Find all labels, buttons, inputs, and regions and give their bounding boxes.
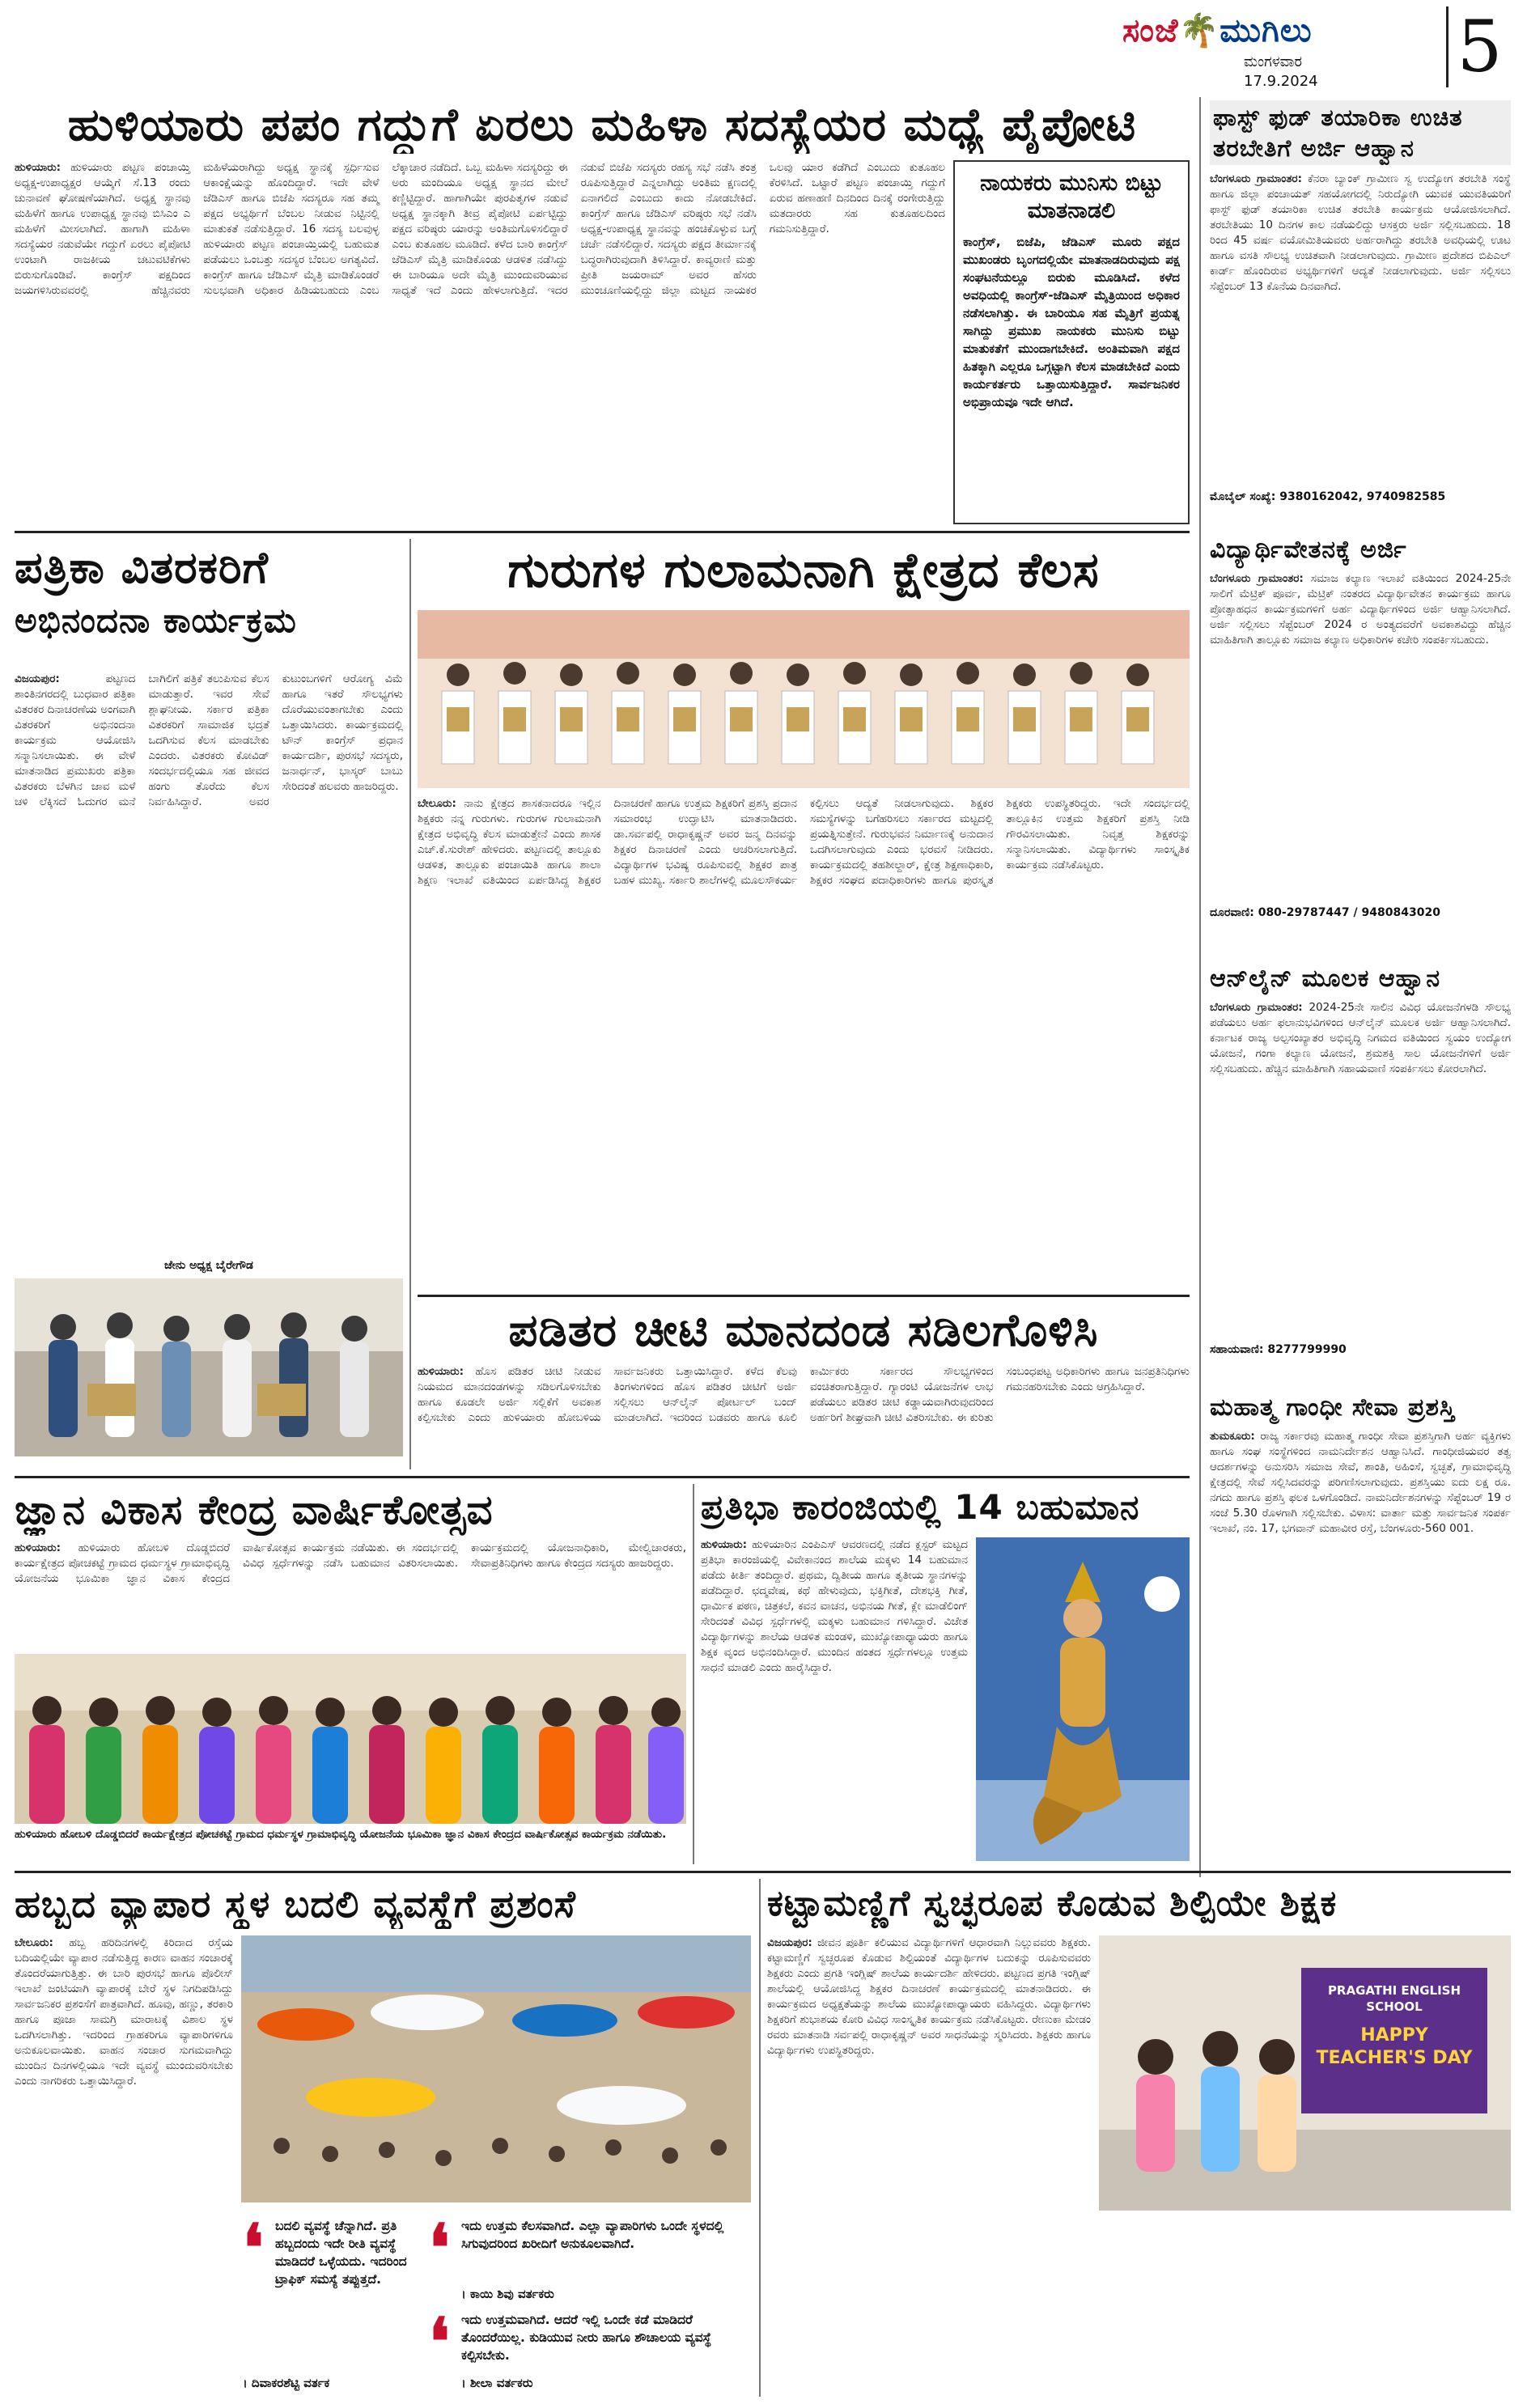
article-10-text: ಹುಳಿಯಾರಿನ ಎಂಪಿಎಸ್ ಆವರಣದಲ್ಲಿ ನಡೆದ ಕ್ಲಸ್ಟರ್ ಮಟ್ಟದ ಪ್ರತಿಭಾ ಕಾರಂಜಿಯಲ್ಲಿ ವಿವೇಕಾನಂದ ಶಾಲೆಯ ಮಕ್ಕಳು 14 ಬಹುಮಾನ ಪಡೆದು ಕೀರ್ತಿ ತಂದಿದ್ದಾರೆ. ಪ್ರಥಮ, ದ್ವಿತೀಯ ಹಾಗೂ ತೃತೀಯ ಸ್ಥಾನಗಳನ್ನು ಪಡೆದಿದ್ದಾರೆ. ಛದ್ಮವೇಷ, ಕಥೆ ಹೇಳುವುದು, ಭಕ್ತಿಗೀತೆ, ದೇಶಭಕ್ತಿ ಗೀತೆ, ಧಾರ್ಮಿಕ ಪಠಣ, ಚಿತ್ರಕಲೆ, ಕವನ ವಾಚನ, ಅಭಿನಯ ಗೀತೆ, ಕ್ಲೇ ಮಾಡೆಲಿಂಗ್ ಸೇರಿದಂತೆ ವಿವಿಧ ಸ್ಪರ್ಧೆಗಳಲ್ಲಿ ಮಕ್ಕಳು ಬಹುಮಾನ ಗಳಿಸಿದ್ದಾರೆ. ವಿಜೇತ ವಿದ್ಯಾರ್ಥಿಗಳನ್ನು ಶಾಲೆಯ ಆಡಳಿತ ಮಂಡಳಿ, ಮುಖ್ಯೋಪಾಧ್ಯಾಯರು ಹಾಗೂ ಶಿಕ್ಷಕ ವೃಂದ ಅಭಿನಂದಿಸಿದ್ದಾರೆ. ಮುಂದಿನ ಹಂತದ ಸ್ಪರ್ಧೆಗಳಲ್ಲೂ ಉತ್ತಮ ಸಾಧನೆ ಮಾಡಲಿ ಎಂದು ಹಾರೈಸಿದ್ದಾರೆ. — [701, 1538, 968, 1674]
article-2-dateline: ಬೆಂಗಳೂರು ಗ್ರಾಮಾಂತರ: — [1210, 172, 1302, 185]
divider — [418, 1295, 1190, 1297]
article-9-dateline: ಹುಳಿಯಾರು: — [15, 1541, 62, 1554]
palm-icon: 🌴 — [1178, 12, 1220, 49]
article-6-caption: ಜೇನು ಅಧ್ಯಕ್ಷ ಬೈರೇಗೌಡ — [164, 1259, 253, 1272]
article-9-headline-box — [15, 1484, 686, 1536]
article-1-sidebar — [953, 160, 1190, 524]
krishna-costume-photo-art — [976, 1537, 1190, 1861]
quote-icon: ❛ — [243, 2210, 264, 2286]
article-8-headline: ಪಡಿತರ ಚೀಟಿ ಮಾನದಂಡ ಸಡಿಲಗೊಳಿಸಿ — [508, 1304, 1099, 1357]
knowledge-centre-photo-art — [15, 1654, 686, 1824]
logo-part-a: ಸಂಜೆ — [1122, 12, 1179, 49]
market-photo — [241, 1935, 751, 2202]
article-12-body-continued — [1099, 2219, 1511, 2397]
article-2-headline: ಫಾಸ್ಟ್ ಫುಡ್ ತಯಾರಿಕಾ ಉಚಿತ ತರಬೇತಿಗೆ ಅರ್ಜಿ ಆಹ್ವಾನ — [1210, 100, 1511, 165]
article-8-headline-box — [418, 1303, 1190, 1359]
article-10-headline: ಪ್ರತಿಭಾ ಕಾರಂಜಿಯಲ್ಲಿ 14 ಬಹುಮಾನ — [701, 1487, 1140, 1527]
masthead-logo — [1122, 11, 1313, 49]
quote-2-byline: । ಕಾಯಿ ಶಿವು ವರ್ತಕರು — [461, 2287, 554, 2301]
article-8-text: ಹೊಸ ಪಡಿತರ ಚೀಟಿ ನೀಡುವ ನಿಯಮದ ಮಾನದಂಡಗಳನ್ನು ಸಡಿಲಗೊಳಿಸಬೇಕು ಹಾಗೂ ಕೂಡಲೇ ಅರ್ಜಿ ಸಲ್ಲಿಕೆಗೆ ಅವಕಾಶ ಕಲ್ಪಿಸಬೇಕು ಎಂದು ಹುಳಿಯಾರು ಹೋಬಳಿಯ ಸಾರ್ವಜನಿಕರು ಒತ್ತಾಯಿಸಿದ್ದಾರೆ. ಕಳೆದ ಕೆಲವು ತಿಂಗಳುಗಳಿಂದ ಹೊಸ ಪಡಿತರ ಚೀಟಿಗೆ ಅರ್ಜಿ ಸಲ್ಲಿಸಲು ಆನ್‌ಲೈನ್ ಪೋರ್ಟಲ್ ಬಂದ್ ಮಾಡಲಾಗಿದೆ. ಇದರಿಂದ ಬಡವರು ಹಾಗೂ ಕೂಲಿ ಕಾರ್ಮಿಕರು ಸರ್ಕಾರದ ಸೌಲಭ್ಯಗಳಿಂದ ವಂಚಿತರಾಗುತ್ತಿದ್ದಾರೆ. ಗ್ಯಾರಂಟಿ ಯೋಜನೆಗಳ ಲಾಭ ಪಡೆಯಲು ಪಡಿತರ ಚೀಟಿ ಕಡ್ಡಾಯವಾಗಿರುವುದರಿಂದ ಅರ್ಹರಿಗೆ ಶೀಘ್ರವಾಗಿ ಚೀಟಿ ವಿತರಿಸಬೇಕು. ಈ ಕುರಿತು ಸಂಬಂಧಪಟ್ಟ ಅಧಿಕಾರಿಗಳು ಹಾಗೂ ಜನಪ್ರತಿನಿಧಿಗಳು ಗಮನಹರಿಸಬೇಕು ಎಂದು ಆಗ್ರಹಿಸಿದ್ದಾರೆ. — [418, 1365, 1190, 1424]
quote-icon: ❛ — [429, 2210, 450, 2286]
article-4-body — [1210, 1000, 1511, 1340]
article-12-body — [767, 1935, 1091, 2397]
article-10-body — [701, 1537, 968, 1861]
school-teachers-day-photo — [1099, 1935, 1511, 2211]
article-1-headline-box — [15, 97, 1190, 154]
article-9-headline: ಜ್ಞಾನ ವಿಕಾಸ ಕೇಂದ್ರ ವಾರ್ಷಿಕೋತ್ಸವ — [15, 1486, 494, 1533]
sidebar-heading: ನಾಯಕರು ಮುನಿಸು ಬಿಟ್ಟು ಮಾತನಾಡಲಿ — [980, 171, 1163, 223]
banner-school-name: PRAGATHI ENGLISH SCHOOL — [1327, 1983, 1461, 2014]
article-9-text: ಹುಳಿಯಾರು ಹೋಬಳಿ ದೊಡ್ಡಬಿದರೆ ಕಾರ್ಯಕ್ಷೇತ್ರದ ಪೋಚಕಟ್ಟೆ ಗ್ರಾಮದ ಧರ್ಮಸ್ಥಳ ಗ್ರಾಮಾಭಿವೃದ್ಧಿ ಯೋಜನೆಯ ಭೂಮಿಕಾ ಜ್ಞಾನ ವಿಕಾಸ ಕೇಂದ್ರದ ವಾರ್ಷಿಕೋತ್ಸವ ಕಾರ್ಯಕ್ರಮ ನಡೆಯಿತು. ಈ ಸಂದರ್ಭದಲ್ಲಿ ವಿವಿಧ ಸ್ಪರ್ಧೆಗಳನ್ನು ನಡೆಸಿ ಬಹುಮಾನ ವಿತರಿಸಲಾಯಿತು. ಕಾರ್ಯಕ್ರಮದಲ್ಲಿ ಯೋಜನಾಧಿಕಾರಿ, ಮೇಲ್ವಿಚಾರಕರು, ಸೇವಾಪ್ರತಿನಿಧಿಗಳು ಹಾಗೂ ಕೇಂದ್ರದ ಸದಸ್ಯರು ಹಾಜರಿದ್ದರು. — [15, 1541, 686, 1585]
article-10-dateline: ಹುಳಿಯಾರು: — [701, 1538, 748, 1551]
divider — [15, 1476, 1190, 1478]
krishna-costume-photo — [976, 1537, 1190, 1861]
article-3-contact: ದೂರವಾಣಿ: 080-29787447 / 9480843020 — [1210, 906, 1440, 919]
column-divider — [693, 1484, 694, 1864]
divider — [15, 531, 1190, 533]
page-number: 5 — [1446, 6, 1511, 87]
market-photo-art — [241, 1935, 751, 2202]
article-4-headline: ಆನ್‌ಲೈನ್ ಮೂಲಕ ಆಹ್ವಾನ — [1210, 964, 1441, 993]
teachers-day-photo-art — [418, 610, 1190, 788]
logo-part-b: ಮುಗಿಲು — [1219, 12, 1313, 49]
column-divider — [1199, 97, 1201, 1877]
article-6-headline-1: ಪತ್ರಿಕಾ ವಿತರಕರಿಗೆ — [15, 542, 269, 593]
article-5-body — [1210, 1429, 1511, 1850]
column-divider — [759, 1879, 761, 2397]
article-9-body — [15, 1541, 686, 1647]
article-1-headline: ಹುಳಿಯಾರು ಪಪಂ ಗದ್ದುಗೆ ಏರಲು ಮಹಿಳಾ ಸದಸ್ಯೆಯರ ಮಧ್ಯೆ ಪೈಪೋಟಿ — [67, 99, 1137, 151]
masthead-date: 17.9.2024 — [1244, 73, 1318, 90]
column-divider — [409, 539, 411, 1469]
school-teachers-day-photo-art — [1099, 1935, 1511, 2211]
article-1-dateline: ಹುಳಿಯಾರು: — [15, 161, 62, 174]
article-7-text: ನಾನು ಕ್ಷೇತ್ರದ ಶಾಸಕನಾದರೂ ಇಲ್ಲಿನ ಶಿಕ್ಷಕರು ನನ್ನ ಗುರುಗಳು. ಗುರುಗಳ ಗುಲಾಮನಾಗಿ ಕ್ಷೇತ್ರದ ಅಭಿವೃದ್ಧಿ ಕೆಲಸ ಮಾಡುತ್ತೇನೆ ಎಂದು ಶಾಸಕ ಎಚ್.ಕೆ.ಸುರೇಶ್ ಹೇಳಿದರು. ಪಟ್ಟಣದಲ್ಲಿ ತಾಲ್ಲೂಕು ಆಡಳಿತ, ತಾಲ್ಲೂಕು ಪಂಚಾಯಿತಿ ಹಾಗೂ ಶಾಲಾ ಶಿಕ್ಷಣ ಇಲಾಖೆ ವತಿಯಿಂದ ಏರ್ಪಡಿಸಿದ್ದ ಶಿಕ್ಷಕರ ದಿನಾಚರಣೆ ಹಾಗೂ ಉತ್ತಮ ಶಿಕ್ಷಕರಿಗೆ ಪ್ರಶಸ್ತಿ ಪ್ರದಾನ ಸಮಾರಂಭ ಉದ್ಘಾಟಿಸಿ ಮಾತನಾಡಿದರು. ಡಾ.ಸರ್ವಪಲ್ಲಿ ರಾಧಾಕೃಷ್ಣನ್ ಅವರ ಜನ್ಮ ದಿನವನ್ನು ಶಿಕ್ಷಕರ ದಿನಾಚರಣೆ ಎಂದು ಆಚರಿಸಲಾಗುತ್ತಿದೆ. ವಿದ್ಯಾರ್ಥಿಗಳ ಭವಿಷ್ಯ ರೂಪಿಸುವಲ್ಲಿ ಶಿಕ್ಷಕರ ಪಾತ್ರ ಬಹಳ ಮುಖ್ಯ. ಸರ್ಕಾರಿ ಶಾಲೆಗಳಲ್ಲಿ ಮೂಲಸೌಕರ್ಯ ಕಲ್ಪಿಸಲು ಆದ್ಯತೆ ನೀಡಲಾಗುವುದು. ಶಿಕ್ಷಕರ ಸಮಸ್ಯೆಗಳನ್ನು ಬಗೆಹರಿಸಲು ಸರ್ಕಾರದ ಮಟ್ಟದಲ್ಲಿ ಪ್ರಯತ್ನಿಸುತ್ತೇನೆ. ಗುರುಭವನ ನಿರ್ಮಾಣಕ್ಕೆ ಅನುದಾನ ಒದಗಿಸಲಾಗುವುದು ಎಂದು ಭರವಸೆ ನೀಡಿದರು. ಕಾರ್ಯಕ್ರಮದಲ್ಲಿ ತಹಶೀಲ್ದಾರ್, ಕ್ಷೇತ್ರ ಶಿಕ್ಷಣಾಧಿಕಾರಿ, ಶಿಕ್ಷಕರ ಸಂಘದ ಪದಾಧಿಕಾರಿಗಳು ಹಾಗೂ ಪುರಸ್ಕೃತ ಶಿಕ್ಷಕರು ಉಪಸ್ಥಿತರಿದ್ದರು. ಇದೇ ಸಂದರ್ಭದಲ್ಲಿ ತಾಲ್ಲೂಕಿನ ಉತ್ತಮ ಶಿಕ್ಷಕರಿಗೆ ಪ್ರಶಸ್ತಿ ನೀಡಿ ಗೌರವಿಸಲಾಯಿತು. ನಿವೃತ್ತ ಶಿಕ್ಷಕರನ್ನು ಸನ್ಮಾನಿಸಲಾಯಿತು. ವಿದ್ಯಾರ್ಥಿಗಳು ಸಾಂಸ್ಕೃತಿಕ ಕಾರ್ಯಕ್ರಮ ನಡೆಸಿಕೊಟ್ಟರು. — [418, 797, 1190, 887]
article-6-text: ಪಟ್ಟಣದ ಶಾಂತಿನಗರದಲ್ಲಿ ಬುಧವಾರ ಪತ್ರಿಕಾ ವಿತರಕರ ದಿನಾಚರಣೆಯ ಅಂಗವಾಗಿ ವಿತರಕರಿಗೆ ಅಭಿನಂದನಾ ಕಾರ್ಯಕ್ರಮ ಆಯೋಜಿಸಿ ಸನ್ಮಾನಿಸಲಾಯಿತು. ಈ ವೇಳೆ ಮಾತನಾಡಿದ ಪ್ರಮುಖರು ಪತ್ರಿಕಾ ವಿತರಕರು ಬೆಳಗಿನ ಜಾವ ಮಳೆ ಚಳಿ ಲೆಕ್ಕಿಸದೆ ಓದುಗರ ಮನೆ ಬಾಗಿಲಿಗೆ ಪತ್ರಿಕೆ ತಲುಪಿಸುವ ಕೆಲಸ ಮಾಡುತ್ತಾರೆ. ಇವರ ಸೇವೆ ಶ್ಲಾಘನೀಯ. ಸರ್ಕಾರ ಪತ್ರಿಕಾ ವಿತರಕರಿಗೆ ಸಾಮಾಜಿಕ ಭದ್ರತೆ ಒದಗಿಸುವ ಕೆಲಸ ಮಾಡಬೇಕು ಎಂದರು. ವಿತರಕರು ಕೋವಿಡ್ ಸಂದರ್ಭದಲ್ಲಿಯೂ ಸಹ ಜೀವದ ಹಂಗು ತೊರೆದು ಕೆಲಸ ನಿರ್ವಹಿಸಿದ್ದಾರೆ. ಅವರ ಕುಟುಂಬಗಳಿಗೆ ಆರೋಗ್ಯ ವಿಮೆ ಹಾಗೂ ಇತರೆ ಸೌಲಭ್ಯಗಳು ದೊರೆಯುವಂತಾಗಬೇಕು ಎಂದು ಒತ್ತಾಯಿಸಿದರು. ಕಾರ್ಯಕ್ರಮದಲ್ಲಿ ಟೌನ್ ಕಾಂಗ್ರೆಸ್ ಪ್ರಧಾನ ಕಾರ್ಯದರ್ಶಿ, ಪುರಸಭೆ ಸದಸ್ಯರು, ಜನಾರ್ಧನ್, ಭಾಸ್ಕರ್ ಬಾಬು ಸೇರಿದಂತೆ ಹಲವರು ಹಾಜರಿದ್ದರು. — [15, 672, 403, 808]
quote-1-text: ಬದಲಿ ವ್ಯವಸ್ಥೆ ಚೆನ್ನಾಗಿದೆ. ಪ್ರತಿ ಹಬ್ಬದಂದು ಇದೇ ರೀತಿ ವ್ಯವಸ್ಥೆ ಮಾಡಿದರೆ ಒಳ್ಳೆಯದು. ಇದರಿಂದ ಟ್ರಾಫಿಕ್ ಸಮಸ್ಯೆ ತಪ್ಪುತ್ತದೆ. — [275, 2219, 407, 2287]
masthead-day: ಮಂಗಳವಾರ — [1244, 53, 1303, 70]
article-7-headline: ಗುರುಗಳ ಗುಲಾಮನಾಗಿ ಕ್ಷೇತ್ರದ ಕೆಲಸ — [507, 542, 1100, 599]
article-11-headline-box — [15, 1879, 751, 1931]
article-9-caption: ಹುಳಿಯಾರು ಹೋಬಳಿ ದೊಡ್ಡಬಿದರೆ ಕಾರ್ಯಕ್ಷೇತ್ರದ ಪೋಚಕಟ್ಟೆ ಗ್ರಾಮದ ಧರ್ಮಸ್ಥಳ ಗ್ರಾಮಾಭಿವೃದ್ಧಿ ಯೋಜನೆಯ ಭೂಮಿಕಾ ಜ್ಞಾನ ವಿಕಾಸ ಕೇಂದ್ರದ ವಾರ್ಷಿಕೋತ್ಸವ ಕಾರ್ಯಕ್ರಮ ನಡೆಯಿತು. — [15, 1828, 667, 1841]
article-6-headline-box — [15, 539, 403, 668]
divider — [15, 1871, 1511, 1873]
article-7-body — [418, 796, 1190, 1290]
quote-3-text: ಇದು ಉತ್ತಮವಾಗಿದೆ. ಆದರೆ ಇಲ್ಲಿ ಒಂದೇ ಕಡೆ ಮಾಡಿದರೆ ತೊಂದರೆಯಿಲ್ಲ. ಕುಡಿಯುವ ನೀರು ಹಾಗೂ ಶೌಚಾಲಯ ವ್ಯವಸ್ಥೆ ಕಲ್ಪಿಸಬೇಕು. — [461, 2313, 712, 2363]
article-11-dateline: ಬೇಲೂರು: — [15, 1936, 53, 1949]
article-11-text: ಹಬ್ಬ ಹರಿದಿನಗಳಲ್ಲಿ ಕಿರಿದಾದ ರಸ್ತೆಯ ಬದಿಯಲ್ಲಿಯೇ ವ್ಯಾಪಾರ ನಡೆಸುತ್ತಿದ್ದ ಕಾರಣ ವಾಹನ ಸಂಚಾರಕ್ಕೆ ತೊಂದರೆಯಾಗುತ್ತಿತ್ತು. ಈ ಬಾರಿ ಪುರಸಭೆ ಹಾಗೂ ಪೊಲೀಸ್ ಇಲಾಖೆ ಜಂಟಿಯಾಗಿ ವ್ಯಾಪಾರಕ್ಕೆ ಬೇರೆ ಸ್ಥಳ ನಿಗದಿಪಡಿಸಿದ್ದು ಸಾರ್ವಜನಿಕರ ಪ್ರಶಂಸೆಗೆ ಪಾತ್ರವಾಗಿದೆ. ಹೂವು, ಹಣ್ಣು, ತರಕಾರಿ ಹಾಗೂ ಪೂಜಾ ಸಾಮಗ್ರಿ ಮಾರಾಟಕ್ಕೆ ವಿಶಾಲ ಸ್ಥಳ ಒದಗಿಸಲಾಗಿತ್ತು. ಇದರಿಂದ ಗ್ರಾಹಕರಿಗೂ ವ್ಯಾಪಾರಿಗಳಿಗೂ ಅನುಕೂಲವಾಯಿತು. ವಾಹನ ಸಂಚಾರ ಸುಗಮವಾಗಿದ್ದು ಮುಂದಿನ ದಿನಗಳಲ್ಲಿಯೂ ಇದೇ ವ್ಯವಸ್ಥೆ ಮುಂದುವರಿಸಬೇಕು ಎಂದು ನಾಗರಿಕರು ಒತ್ತಾಯಿಸಿದ್ದಾರೆ. — [15, 1936, 233, 2088]
article-1-text: ಹುಳಿಯಾರು ಪಟ್ಟಣ ಪಂಚಾಯ್ತಿ ಅಧ್ಯಕ್ಷ-ಉಪಾಧ್ಯಕ್ಷರ ಆಯ್ಕೆಗೆ ಸೆ.13 ರಂದು ಚುನಾವಣೆ ಘೋಷಣೆಯಾಗಿದೆ. ಅಧ್ಯಕ್ಷ ಸ್ಥಾನವು ಮಹಿಳೆಗೆ ಹಾಗೂ ಉಪಾಧ್ಯಕ್ಷ ಸ್ಥಾನವು ಬಿಸಿಎಂ ಎ ಮಹಿಳೆಗೆ ಮೀಸಲಾಗಿದೆ. ಹಾಗಾಗಿ ಮಹಿಳಾ ಸದಸ್ಯೆಯರ ನಡುವೆಯೇ ಗದ್ದುಗೆ ಏರಲು ಪೈಪೋಟಿ ಉಂಟಾಗಿ ರಾಜಕೀಯ ಚಟುವಟಿಕೆಗಳು ಬಿರುಸುಗೊಂಡಿವೆ. ಕಾಂಗ್ರೆಸ್ ಪಕ್ಷದಿಂದ ಜಯಗಳಿಸಿರುವವರಲ್ಲಿ ಹೆಚ್ಚಿನವರು ಮಹಿಳೆಯರಾಗಿದ್ದು ಅಧ್ಯಕ್ಷ ಸ್ಥಾನಕ್ಕೆ ಸ್ಪರ್ಧಿಸುವ ಆಕಾಂಕ್ಷೆಯನ್ನು ಹೊಂದಿದ್ದಾರೆ. ಇದೇ ವೇಳೆ ಜೆಡಿಎಸ್ ಹಾಗೂ ಬಿಜೆಪಿ ಸದಸ್ಯರೂ ಸಹ ತಮ್ಮ ಪಕ್ಷದ ಅಭ್ಯರ್ಥಿಗೆ ಬೆಂಬಲ ನೀಡುವ ನಿಟ್ಟಿನಲ್ಲಿ ಮಾತುಕತೆ ನಡೆಸುತ್ತಿದ್ದಾರೆ. 16 ಸದಸ್ಯ ಬಲವುಳ್ಳ ಹುಳಿಯಾರು ಪಟ್ಟಣ ಪಂಚಾಯ್ತಿಯಲ್ಲಿ ಬಹುಮತ ಪಡೆಯಲು ಒಂಬತ್ತು ಸದಸ್ಯರ ಬೆಂಬಲ ಅಗತ್ಯವಿದೆ. ಕಾಂಗ್ರೆಸ್ ಹಾಗೂ ಜೆಡಿಎಸ್ ಮೈತ್ರಿ ಮಾಡಿಕೊಂಡರೆ ಸುಲಭವಾಗಿ ಅಧಿಕಾರ ಹಿಡಿಯಬಹುದು ಎಂಬ ಲೆಕ್ಕಾಚಾರ ನಡೆದಿದೆ. ಒಬ್ಬ ಮಹಿಳಾ ಸದಸ್ಯರಿದ್ದು ಈ ಅರು ಮಂದಿಯೂ ಅಧ್ಯಕ್ಷ ಸ್ಥಾನದ ಮೇಲೆ ಕಣ್ಣಿಟ್ಟಿದ್ದಾರೆ. ಹಾಗಾಗಿಯೇ ಪುರಪಿತೃಗಳ ನಡುವೆ ಅಧ್ಯಕ್ಷ ಸ್ಥಾನಕ್ಕಾಗಿ ತೀವ್ರ ಪೈಪೋಟಿ ಏರ್ಪಟ್ಟಿದ್ದು ಪಕ್ಷದ ವರಿಷ್ಠರು ಯಾರನ್ನು ಅಂತಿಮಗೊಳಿಸಲಿದ್ದಾರೆ ಎಂಬ ಕುತೂಹಲ ಮೂಡಿದೆ. ಕಳೆದ ಬಾರಿ ಕಾಂಗ್ರೆಸ್ ಜೆಡಿಎಸ್ ಮೈತ್ರಿ ಮಾಡಿಕೊಂಡು ಆಡಳಿತ ನಡೆಸಿದ್ದು ಈ ಬಾರಿಯೂ ಅದೇ ಮೈತ್ರಿ ಮುಂದುವರಿಯುವ ಸಾಧ್ಯತೆ ಇದೆ ಎಂದು ಹೇಳಲಾಗುತ್ತಿದೆ. ಇದರ ನಡುವೆ ಬಿಜೆಪಿ ಸದಸ್ಯರು ರಹಸ್ಯ ಸಭೆ ನಡೆಸಿ ತಂತ್ರ ರೂಪಿಸುತ್ತಿದ್ದಾರೆ ಎನ್ನಲಾಗಿದ್ದು ಅಂತಿಮ ಕ್ಷಣದಲ್ಲಿ ಏನಾಗಲಿದೆ ಎಂಬುದು ಕಾದು ನೋಡಬೇಕಿದೆ. ಕಾಂಗ್ರೆಸ್ ಹಾಗೂ ಜೆಡಿಎಸ್ ವರಿಷ್ಠರು ಸಭೆ ನಡೆಸಿ ಅಧ್ಯಕ್ಷ-ಉಪಾಧ್ಯಕ್ಷ ಸ್ಥಾನವನ್ನು ಹಂಚಿಕೊಳ್ಳುವ ಬಗ್ಗೆ ಚರ್ಚೆ ನಡೆಸಲಿದ್ದಾರೆ. ಸದಸ್ಯರು ಪಕ್ಷದ ತೀರ್ಮಾನಕ್ಕೆ ಬದ್ಧರಾಗಿರುವುದಾಗಿ ತಿಳಿಸಿದ್ದಾರೆ. ಕಾವ್ಯರಾಣಿ ಮತ್ತು ಪ್ರೀತಿ ಜಯರಾಮ್ ಅವರ ಹೆಸರು ಮುಂಚೂಣಿಯಲ್ಲಿದ್ದು ಜಿಲ್ಲಾ ಮಟ್ಟದ ನಾಯಕರ ಒಲವು ಯಾರ ಕಡೆಗಿದೆ ಎಂಬುದು ಕುತೂಹಲ ಕೆರಳಿಸಿದೆ. ಒಟ್ಟಾರೆ ಪಟ್ಟಣ ಪಂಚಾಯ್ತಿ ಗದ್ದುಗೆ ಏರುವ ಹಣಾಹಣಿ ದಿನದಿಂದ ದಿನಕ್ಕೆ ರಂಗೇರುತ್ತಿದ್ದು ಮತದಾರರು ಸಹ ಕುತೂಹಲದಿಂದ ಗಮನಿಸುತ್ತಿದ್ದಾರೆ. — [15, 161, 945, 297]
article-6-dateline: ವಿಜಯಪುರ: — [15, 672, 60, 685]
article-12-headline-box — [767, 1879, 1511, 1931]
teachers-day-photo — [418, 610, 1190, 788]
article-5-dateline: ತುಮಕೂರು: — [1210, 1430, 1255, 1443]
article-7-dateline: ಬೇಲೂರು: — [418, 797, 456, 810]
article-7-headline-box — [418, 539, 1190, 604]
article-5-headline: ಮಹಾತ್ಮ ಗಾಂಧೀ ಸೇವಾ ಪ್ರಶಸ್ತಿ — [1210, 1393, 1456, 1422]
article-6-headline-2: ಅಭಿನಂದನಾ ಕಾರ್ಯಕ್ರಮ — [15, 600, 297, 640]
article-5-text: ರಾಜ್ಯ ಸರ್ಕಾರವು ಮಹಾತ್ಮ ಗಾಂಧೀ ಸೇವಾ ಪ್ರಶಸ್ತಿಗಾಗಿ ಅರ್ಹ ವ್ಯಕ್ತಿಗಳು ಹಾಗೂ ಸಂಘ ಸಂಸ್ಥೆಗಳಿಂದ ನಾಮನಿರ್ದೇಶನ ಆಹ್ವಾನಿಸಿದೆ. ಗಾಂಧೀಜಿಯವರ ತತ್ವ ಆದರ್ಶಗಳನ್ನು ಅನುಸರಿಸಿ ಸಮಾಜ ಸೇವೆ, ಶಾಂತಿ, ಅಹಿಂಸೆ, ಸ್ವಚ್ಛತೆ, ಗ್ರಾಮಾಭಿವೃದ್ಧಿ ಕ್ಷೇತ್ರದಲ್ಲಿ ಸೇವೆ ಸಲ್ಲಿಸಿದವರನ್ನು ಪರಿಗಣಿಸಲಾಗುವುದು. ಪ್ರಶಸ್ತಿಯು ಐದು ಲಕ್ಷ ರೂ. ನಗದು ಹಾಗೂ ಪ್ರಶಸ್ತಿ ಫಲಕ ಒಳಗೊಂಡಿದೆ. ನಾಮನಿರ್ದೇಶನಗಳನ್ನು ಸೆಪ್ಟೆಂಬರ್ 19 ರ ಸಂಜೆ 5.30 ರೊಳಗಾಗಿ ಸಲ್ಲಿಸಬೇಕು. ವಿಳಾಸ: ವಾರ್ತಾ ಮತ್ತು ಸಾರ್ವಜನಿಕ ಸಂಪರ್ಕ ಇಲಾಖೆ, ನಂ. 17, ಭಗವಾನ್ ಮಹಾವೀರ ರಸ್ತೆ, ಬೆಂಗಳೂರು-560 001. — [1210, 1430, 1511, 1535]
article-10-headline-box — [701, 1484, 1190, 1533]
article-3-text: ಸಮಾಜ ಕಲ್ಯಾಣ ಇಲಾಖೆ ವತಿಯಿಂದ 2024-25ನೇ ಸಾಲಿಗೆ ಮೆಟ್ರಿಕ್ ಪೂರ್ವ, ಮೆಟ್ರಿಕ್ ನಂತರದ ವಿದ್ಯಾರ್ಥಿವೇತನ ಕಾರ್ಯಕ್ರಮ ಹಾಗೂ ಪ್ರೋತ್ಸಾಹಧನ ಕಾರ್ಯಕ್ರಮಗಳಿಗೆ ಅರ್ಹ ವಿದ್ಯಾರ್ಥಿಗಳಿಂದ ಅರ್ಜಿ ಆಹ್ವಾನಿಸಲಾಗಿದೆ. ಅರ್ಜಿ ಸಲ್ಲಿಸಲು ಸೆಪ್ಟೆಂಬರ್ 2024 ರ ಅಂತ್ಯದವರೆಗೆ ಅವಕಾಶವಿದ್ದು ಹೆಚ್ಚಿನ ಮಾಹಿತಿಗಾಗಿ ತಾಲ್ಲೂಕು ಸಮಾಜ ಕಲ್ಯಾಣ ಅಧಿಕಾರಿಗಳ ಕಚೇರಿ ಸಂಪರ್ಕಿಸಬಹುದು. — [1210, 572, 1511, 647]
article-2-text: ಕೆನರಾ ಬ್ಯಾಂಕ್ ಗ್ರಾಮೀಣ ಸ್ವ ಉದ್ಯೋಗ ತರಬೇತಿ ಸಂಸ್ಥೆ ಹಾಗೂ ಜಿಲ್ಲಾ ಪಂಚಾಯತ್ ಸಹಯೋಗದಲ್ಲಿ ನಿರುದ್ಯೋಗಿ ಯುವಕ ಯುವತಿಯರಿಗೆ ಫಾಸ್ಟ್ ಫುಡ್ ತಯಾರಿಕಾ ಉಚಿತ ತರಬೇತಿ ಕಾರ್ಯಕ್ರಮ ಆಯೋಜಿಸಲಾಗಿದೆ. ತರಬೇತಿಯು 10 ದಿನಗಳ ಕಾಲ ನಡೆಯಲಿದ್ದು ಆಸಕ್ತರು ಅರ್ಜಿ ಸಲ್ಲಿಸಬಹುದು. 18 ರಿಂದ 45 ವರ್ಷ ವಯೋಮಿತಿಯವರು ಅರ್ಹರಾಗಿದ್ದು ತರಬೇತಿ ಅವಧಿಯಲ್ಲಿ ಊಟ ಹಾಗೂ ವಸತಿ ಸೌಲಭ್ಯ ಉಚಿತವಾಗಿ ನೀಡಲಾಗುವುದು. ಗ್ರಾಮೀಣ ಪ್ರದೇಶದ ಬಿಪಿಎಲ್ ಕಾರ್ಡ್ ಹೊಂದಿರುವ ಅಭ್ಯರ್ಥಿಗಳಿಗೆ ಆದ್ಯತೆ ನೀಡಲಾಗುವುದು. ಅರ್ಜಿ ಸಲ್ಲಿಸಲು ಸೆಪ್ಟೆಂಬರ್ 13 ಕೊನೆಯ ದಿನವಾಗಿದೆ. — [1210, 172, 1511, 293]
article-4-text: 2024-25ನೇ ಸಾಲಿನ ವಿವಿಧ ಯೋಜನೆಗಳಡಿ ಸೌಲಭ್ಯ ಪಡೆಯಲು ಅರ್ಹ ಫಲಾನುಭವಿಗಳಿಂದ ಆನ್‌ಲೈನ್ ಮೂಲಕ ಅರ್ಜಿ ಆಹ್ವಾನಿಸಲಾಗಿದೆ. ಕರ್ನಾಟಕ ರಾಜ್ಯ ಅಲ್ಪಸಂಖ್ಯಾತರ ಅಭಿವೃದ್ಧಿ ನಿಗಮದ ವತಿಯಿಂದ ಸ್ವಯಂ ಉದ್ಯೋಗ ಯೋಜನೆ, ಗಂಗಾ ಕಲ್ಯಾಣ ಯೋಜನೆ, ಶ್ರಮಶಕ್ತಿ ಸಾಲ ಯೋಜನೆಗಳಿಗೆ ಅರ್ಜಿ ಸಲ್ಲಿಸಬಹುದು. ಹೆಚ್ಚಿನ ಮಾಹಿತಿಗಾಗಿ ಸಹಾಯವಾಣಿ ಸಂಪರ್ಕಿಸಲು ಕೋರಲಾಗಿದೆ. — [1210, 1001, 1511, 1075]
quote-1-byline: । ದಿವಾಕರಶೆಟ್ಟಿ ವರ್ತಕ — [243, 2376, 330, 2390]
felicitation-photo-art — [15, 1278, 403, 1456]
article-2-body — [1210, 172, 1511, 487]
article-5 — [1210, 1392, 1511, 1861]
article-8-dateline: ಹುಳಿಯಾರು: — [418, 1365, 464, 1378]
article-3-body — [1210, 571, 1511, 903]
article-12-text: ಜೀವನ ಪೂರ್ತಿ ಕಲಿಯುವ ವಿದ್ಯಾರ್ಥಿಗಳಿಗೆ ಆಧಾರವಾಗಿ ನಿಲ್ಲುವವರು ಶಿಕ್ಷಕರು. ಕಟ್ಟಾಮಣ್ಣಿಗೆ ಸ್ವಚ್ಛರೂಪ ಕೊಡುವ ಶಿಲ್ಪಿಯಂತೆ ವಿದ್ಯಾರ್ಥಿಗಳ ಬದುಕನ್ನು ರೂಪಿಸುವವರು ಶಿಕ್ಷಕರು ಎಂದು ಪ್ರಗತಿ ಇಂಗ್ಲಿಷ್ ಶಾಲೆಯ ಕಾರ್ಯದರ್ಶಿ ಹೇಳಿದರು. ಪಟ್ಟಣದ ಪ್ರಗತಿ ಇಂಗ್ಲಿಷ್ ಶಾಲೆಯಲ್ಲಿ ಆಯೋಜಿಸಿದ್ದ ಶಿಕ್ಷಕರ ದಿನಾಚರಣೆ ಕಾರ್ಯಕ್ರಮದಲ್ಲಿ ಮಾತನಾಡಿದರು. ಈ ಕಾರ್ಯಕ್ರಮದ ಅಧ್ಯಕ್ಷತೆಯನ್ನು ಶಾಲೆಯ ಮುಖ್ಯೋಪಾಧ್ಯಾಯರು ವಹಿಸಿದ್ದರು. ವಿದ್ಯಾರ್ಥಿಗಳು ಶಿಕ್ಷಕರಿಗೆ ಶುಭಾಶಯ ಕೋರಿ ವಿವಿಧ ಸಾಂಸ್ಕೃತಿಕ ಕಾರ್ಯಕ್ರಮ ನಡೆಸಿಕೊಟ್ಟರು. ರೇಣುಕಾ ಮೇಡಂ ರವರು ಮಾತನಾಡಿ ಸರ್ವಪಲ್ಲಿ ರಾಧಾಕೃಷ್ಣನ್ ಅವರ ಸಾಧನೆಯನ್ನು ಸ್ಮರಿಸಿದರು. ಶಿಕ್ಷಕರು ಹಾಗೂ ವಿದ್ಯಾರ್ಥಿಗಳು ಉಪಸ್ಥಿತರಿದ್ದರು. — [767, 1936, 1091, 2057]
banner-greeting: HAPPY TEACHER'S DAY — [1316, 2025, 1473, 2068]
knowledge-centre-photo — [15, 1654, 686, 1824]
article-3 — [1210, 534, 1511, 955]
article-11-body — [15, 1935, 233, 2397]
article-2-contact: ಮೊಬೈಲ್ ಸಂಖ್ಯೆ: 9380162042, 9740982585 — [1210, 490, 1446, 503]
article-12-headline: ಕಟ್ಟಾಮಣ್ಣಿಗೆ ಸ್ವಚ್ಛರೂಪ ಕೊಡುವ ಶಿಲ್ಪಿಯೇ ಶಿಕ್ಷಕ — [767, 1883, 1338, 1924]
article-6-body — [15, 672, 403, 1254]
article-12-dateline: ವಿಜಯಪುರ: — [767, 1936, 812, 1949]
sidebar-body: ಕಾಂಗ್ರೆಸ್, ಬಿಜೆಪಿ, ಜೆಡಿಎಸ್ ಮೂರು ಪಕ್ಷದ ಮುಖಂಡರು ಬೃಂಗದಲ್ಲಿಯೇ ಮಾತನಾಡದಿರುವುದು ಪಕ್ಷ ಸಂಘಟನೆಯಲ್ಲೂ ಬಿರುಕು ಮೂಡಿಸಿದೆ. ಕಳೆದ ಅವಧಿಯಲ್ಲಿ ಕಾಂಗ್ರೆಸ್-ಜೆಡಿಎಸ್ ಮೈತ್ರಿಯಿಂದ ಅಧಿಕಾರ ನಡೆಸಲಾಗಿತ್ತು. ಈ ಬಾರಿಯೂ ಸಹ ಮೈತ್ರಿಗೆ ಪ್ರಯತ್ನ ಸಾಗಿದ್ದು ಪ್ರಮುಖ ನಾಯಕರು ಮುನಿಸು ಬಿಟ್ಟು ಮಾತುಕತೆಗೆ ಮುಂದಾಗಬೇಕಿದೆ. ಅಂತಿಮವಾಗಿ ಪಕ್ಷದ ಹಿತಕ್ಕಾಗಿ ಎಲ್ಲರೂ ಒಗ್ಗಟ್ಟಾಗಿ ಕೆಲಸ ಮಾಡಬೇಕಿದೆ ಎಂದು ಕಾರ್ಯಕರ್ತರು ಒತ್ತಾಯಿಸುತ್ತಿದ್ದಾರೆ. ಸಾರ್ವಜನಿಕರ ಅಭಿಪ್ರಾಯವೂ ಇದೇ ಆಗಿದೆ. — [963, 235, 1180, 409]
article-4 — [1210, 963, 1511, 1384]
article-2 — [1210, 100, 1511, 521]
article-8-body — [418, 1364, 1190, 1469]
article-3-headline: ವಿದ್ಯಾರ್ಥಿವೇತನಕ್ಕೆ ಅರ್ಜಿ — [1210, 536, 1407, 564]
quote-icon: ❛ — [429, 2304, 450, 2380]
article-4-contact: ಸಹಾಯವಾಣಿ: 8277799990 — [1210, 1343, 1347, 1356]
masthead — [1122, 6, 1511, 95]
article-11-headline: ಹಬ್ಬದ ವ್ಯಾಪಾರ ಸ್ಥಳ ಬದಲಿ ವ್ಯವಸ್ಥೆಗೆ ಪ್ರಶಂಸೆ — [15, 1882, 576, 1926]
article-4-dateline: ಬೆಂಗಳೂರು ಗ್ರಾಮಾಂತರ: — [1210, 1001, 1303, 1014]
article-3-dateline: ಬೆಂಗಳೂರು ಗ್ರಾಮಾಂತರ: — [1210, 572, 1304, 585]
quote-2-text: ಇದು ಉತ್ತಮ ಕೆಲಸವಾಗಿದೆ. ಎಲ್ಲಾ ವ್ಯಾಪಾರಿಗಳು ಒಂದೇ ಸ್ಥಳದಲ್ಲಿ ಸಿಗುವುದರಿಂದ ಖರೀದಿಗೆ ಅನುಕೂಲವಾಗಿದೆ. — [461, 2219, 724, 2251]
quote-3-byline: । ಶೀಲಾ ವರ್ತಕರು — [461, 2376, 533, 2390]
felicitation-photo — [15, 1278, 403, 1456]
article-1-body — [15, 160, 945, 524]
